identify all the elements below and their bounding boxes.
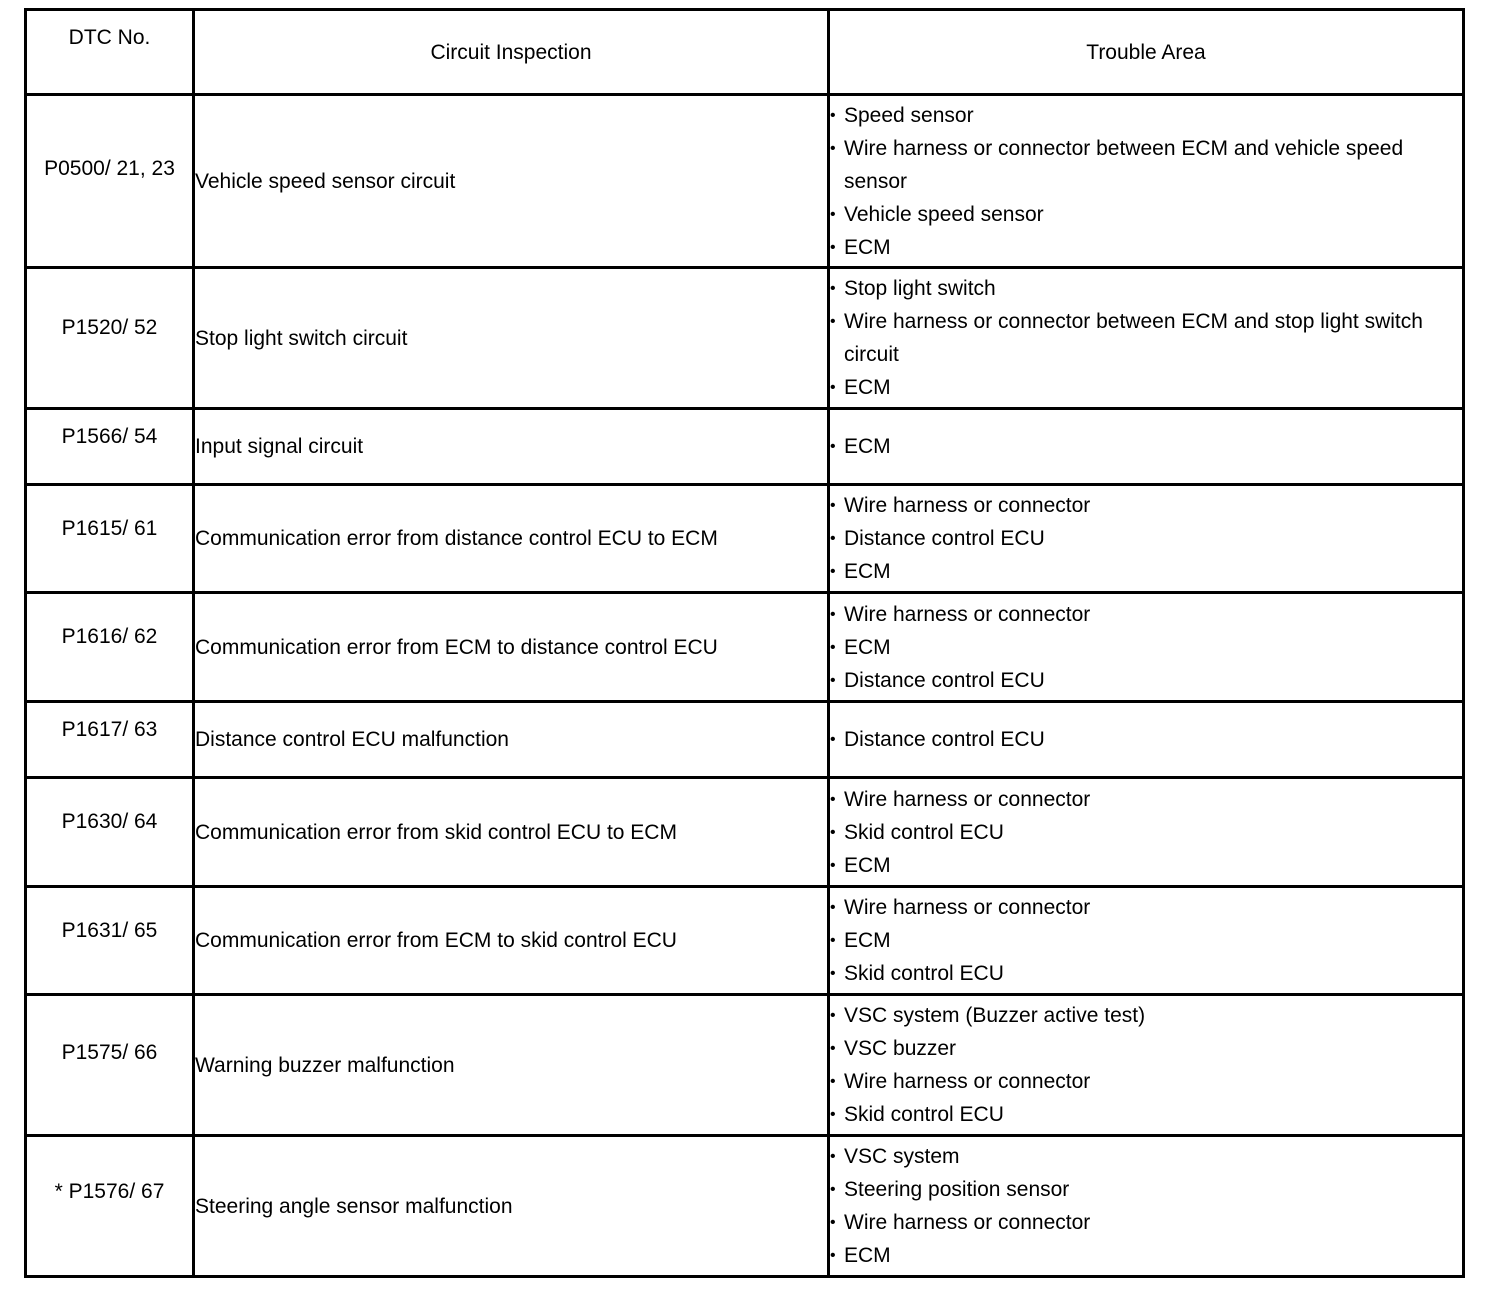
circuit-inspection-cell (194, 702, 829, 778)
trouble-area-list (830, 783, 1462, 882)
table-row (26, 887, 1464, 995)
dtc-number-cell (26, 1136, 194, 1277)
trouble-area-item: • Wire harness or connector (830, 1065, 1462, 1098)
header-row (26, 10, 1464, 95)
trouble-area-item: • Wire harness or connector (830, 783, 1462, 816)
circuit-inspection-text: Communication error from distance control ECU to ECM (195, 527, 718, 550)
circuit-inspection-text: Communication error from ECM to distance control ECU (195, 635, 718, 659)
trouble-area-item: • Wire harness or connector between ECM and vehicle speed sensor (830, 132, 1462, 198)
trouble-area-list (830, 99, 1462, 264)
trouble-area-item: • ECM (830, 371, 1462, 404)
circuit-inspection-cell (194, 995, 829, 1136)
trouble-area-item: • Stop light switch (830, 272, 1462, 305)
dtc-number-cell (26, 778, 194, 887)
trouble-area-item: • Wire harness or connector (830, 598, 1462, 631)
table-row (26, 1136, 1464, 1277)
trouble-area-cell (829, 995, 1464, 1136)
header-circuit-inspection: Circuit Inspection (194, 10, 829, 95)
dtc-number: P1566/ 54 (61, 425, 158, 448)
trouble-area-item: • Wire harness or connector (830, 891, 1462, 924)
trouble-area-item: • ECM (830, 631, 1462, 664)
trouble-area-cell (829, 778, 1464, 887)
dtc-number: P1617/ 63 (61, 718, 158, 741)
trouble-area-list (830, 723, 1462, 756)
dtc-number: P1520/ 52 (61, 316, 158, 339)
trouble-area-item: • ECM (830, 231, 1462, 264)
trouble-area-list (830, 891, 1462, 990)
trouble-area-item: • Distance control ECU (830, 723, 1462, 756)
trouble-area-list (830, 430, 1462, 463)
dtc-number-cell (26, 887, 194, 995)
dtc-number: P1631/ 65 (61, 919, 158, 942)
table-row (26, 995, 1464, 1136)
trouble-area-list (830, 598, 1462, 697)
trouble-area-item: • VSC system (Buzzer active test) (830, 999, 1462, 1032)
circuit-inspection-cell (194, 95, 829, 268)
circuit-inspection-cell (194, 485, 829, 593)
trouble-area-item: • ECM (830, 555, 1462, 588)
trouble-area-item: • Steering position sensor (830, 1173, 1462, 1206)
circuit-inspection-text: Communication error from skid control ECU to ECM (195, 820, 677, 844)
trouble-area-list (830, 999, 1462, 1131)
dtc-number: P1630/ 64 (61, 810, 158, 833)
trouble-area-list (830, 1140, 1462, 1272)
dtc-number: * P1576/ 67 (54, 1180, 165, 1203)
trouble-area-item: • VSC system (830, 1140, 1462, 1173)
trouble-area-item: • Wire harness or connector (830, 1206, 1462, 1239)
trouble-area-cell (829, 485, 1464, 593)
trouble-area-item: • Vehicle speed sensor (830, 198, 1462, 231)
circuit-inspection-cell (194, 593, 829, 702)
dtc-number: P1615/ 61 (61, 517, 158, 540)
circuit-inspection-text: Stop light switch circuit (195, 326, 408, 350)
trouble-area-item: • Skid control ECU (830, 1098, 1462, 1131)
circuit-inspection-cell (194, 887, 829, 995)
circuit-inspection-text: Input signal circuit (195, 435, 364, 458)
circuit-inspection-text: Distance control ECU malfunction (195, 728, 509, 751)
table-row (26, 702, 1464, 778)
trouble-area-item: • Wire harness or connector between ECM and stop light switch circuit (830, 305, 1462, 371)
trouble-area-item: • ECM (830, 1239, 1462, 1272)
trouble-area-item: • Skid control ECU (830, 957, 1462, 990)
table-row (26, 485, 1464, 593)
dtc-number-cell (26, 409, 194, 485)
trouble-area-cell (829, 268, 1464, 409)
circuit-inspection-cell (194, 778, 829, 887)
trouble-area-cell (829, 887, 1464, 995)
dtc-table (24, 8, 1465, 1278)
circuit-inspection-cell (194, 1136, 829, 1277)
trouble-area-item: • Speed sensor (830, 99, 1462, 132)
table-row (26, 409, 1464, 485)
trouble-area-item: • Wire harness or connector (830, 489, 1462, 522)
circuit-inspection-text: Steering angle sensor malfunction (195, 1194, 513, 1218)
header-dtc-no: DTC No. (26, 10, 194, 95)
trouble-area-cell (829, 702, 1464, 778)
header-trouble-area: Trouble Area (829, 10, 1464, 95)
trouble-area-list (830, 489, 1462, 588)
trouble-area-item: • Distance control ECU (830, 522, 1462, 555)
circuit-inspection-cell (194, 268, 829, 409)
dtc-number-cell (26, 485, 194, 593)
trouble-area-list (830, 272, 1462, 404)
trouble-area-item: • Skid control ECU (830, 816, 1462, 849)
trouble-area-item: • Distance control ECU (830, 664, 1462, 697)
dtc-number-cell (26, 995, 194, 1136)
dtc-number: P1616/ 62 (61, 625, 158, 648)
dtc-number: P0500/ 21, 23 (44, 157, 175, 180)
dtc-number-cell (26, 268, 194, 409)
trouble-area-item: • VSC buzzer (830, 1032, 1462, 1065)
table-row (26, 593, 1464, 702)
circuit-inspection-text: Warning buzzer malfunction (195, 1053, 455, 1077)
circuit-inspection-text: Communication error from ECM to skid control ECU (195, 929, 677, 952)
dtc-number-cell (26, 593, 194, 702)
trouble-area-item: • ECM (830, 924, 1462, 957)
circuit-inspection-cell (194, 409, 829, 485)
dtc-number: P1575/ 66 (61, 1041, 158, 1064)
trouble-area-item: • ECM (830, 849, 1462, 882)
circuit-inspection-text: Vehicle speed sensor circuit (195, 169, 456, 193)
table-row (26, 778, 1464, 887)
table-row (26, 95, 1464, 268)
trouble-area-cell (829, 409, 1464, 485)
table-row (26, 268, 1464, 409)
table-body (26, 95, 1464, 1277)
dtc-number-cell (26, 702, 194, 778)
trouble-area-cell (829, 1136, 1464, 1277)
trouble-area-cell (829, 95, 1464, 268)
dtc-number-cell (26, 95, 194, 268)
trouble-area-item: • ECM (830, 430, 1462, 463)
trouble-area-cell (829, 593, 1464, 702)
